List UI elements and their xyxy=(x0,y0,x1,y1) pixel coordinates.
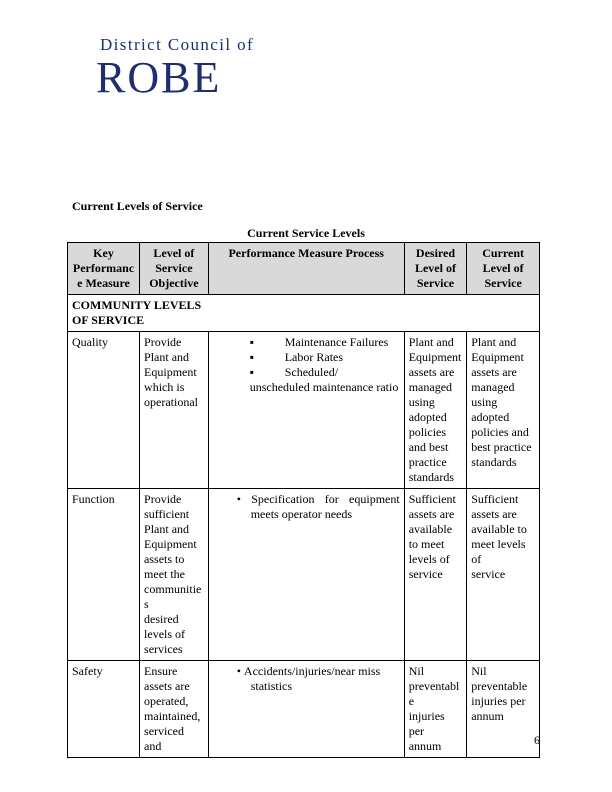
text-line: desired xyxy=(144,612,179,626)
text-line: Sufficient xyxy=(408,492,456,506)
text-line: policies xyxy=(408,425,447,439)
bullet-item xyxy=(213,664,400,694)
text-line: OF SERVICE xyxy=(72,313,145,327)
process-cell xyxy=(208,661,404,758)
bullet-icon: ▪ xyxy=(249,335,254,349)
table-row xyxy=(68,332,540,489)
text-line: Objective xyxy=(149,276,199,290)
text-line: Level of xyxy=(414,261,456,275)
table-row xyxy=(68,661,540,758)
text-line: managed xyxy=(471,380,515,394)
bullet-text: Maintenance Failures xyxy=(284,335,389,349)
bullet-icon: ▪ xyxy=(249,365,254,379)
text-line: annum xyxy=(471,709,504,723)
kpm-cell: Function xyxy=(68,489,140,661)
text-line: assets are xyxy=(144,679,190,693)
objective-cell xyxy=(140,489,209,661)
desired-cell xyxy=(404,332,467,489)
text-line: Level of xyxy=(153,246,195,260)
text-line: assets are xyxy=(408,507,455,521)
text-line: Service xyxy=(416,276,455,290)
text-line: assets to xyxy=(144,552,185,566)
bullet-icon: • xyxy=(236,664,244,678)
column-header xyxy=(208,243,404,295)
text-line: injuries per xyxy=(408,709,445,738)
text-line: policies and xyxy=(471,425,529,439)
process-cell xyxy=(208,332,404,489)
text-line: available xyxy=(408,522,453,536)
text-line: Performanc xyxy=(72,261,135,275)
text-line: standards xyxy=(408,470,455,484)
text-line: operational xyxy=(144,395,199,409)
text-line: Equipment xyxy=(408,350,462,364)
text-line: levels of xyxy=(408,552,450,566)
text-line: Plant and xyxy=(144,522,190,536)
column-header xyxy=(404,243,467,295)
table-header-row xyxy=(68,243,540,295)
current-cell xyxy=(467,661,540,758)
objective-cell xyxy=(140,332,209,489)
bullet-text: Specification for equipment meets operator needs xyxy=(250,492,400,521)
text-line: preventabl xyxy=(408,679,460,693)
text-line: Key xyxy=(93,246,114,260)
bullet-icon: ▪ xyxy=(249,350,254,364)
kpm-cell: Quality xyxy=(68,332,140,489)
text-line: Equipment xyxy=(144,365,197,379)
district-council-of-robe-logo xyxy=(96,36,358,100)
text-line: Performance Measure Process xyxy=(228,246,384,260)
text-line: adopted xyxy=(408,410,447,424)
text-line: Nil xyxy=(471,664,487,678)
process-cell xyxy=(208,489,404,661)
section-row xyxy=(68,295,540,332)
bullet-text: Scheduled/ xyxy=(284,365,339,379)
text-line: e xyxy=(408,694,415,708)
bullet-icon: • xyxy=(236,492,252,506)
logo-top-text: District Council of xyxy=(100,35,255,54)
bullet-text: Labor Rates xyxy=(284,350,344,364)
kpm-cell: Safety xyxy=(68,661,140,758)
text-line: levels of xyxy=(144,627,186,641)
text-line: Equipment xyxy=(471,350,524,364)
text-line: Ensure xyxy=(144,664,178,678)
text-line: Provide xyxy=(144,492,182,506)
bullet-item xyxy=(213,492,400,522)
bullet-item xyxy=(213,365,400,380)
text-line: Plant and xyxy=(471,335,517,349)
text-line: Equipment xyxy=(144,537,197,551)
text-line: sufficient xyxy=(144,507,190,521)
table-row xyxy=(68,489,540,661)
text-line: standards xyxy=(471,455,517,469)
text-line: communitie xyxy=(144,582,202,596)
text-line: Current xyxy=(482,246,524,260)
text-line: Service xyxy=(484,276,522,290)
text-line: COMMUNITY LEVELS xyxy=(72,298,202,312)
page-number: 6 xyxy=(534,733,540,747)
desired-cell xyxy=(404,489,467,661)
text-line: e Measure xyxy=(77,276,130,290)
text-line: service xyxy=(408,567,443,581)
text-line: Sufficient xyxy=(471,492,519,506)
text-line: Plant and xyxy=(144,350,190,364)
text-line: best practice xyxy=(471,440,532,454)
bullet-item xyxy=(213,350,400,365)
current-cell xyxy=(467,489,540,661)
text-line: and best xyxy=(408,440,449,454)
current-cell xyxy=(467,332,540,489)
section-heading: Current Levels of Service xyxy=(72,199,203,213)
objective-cell xyxy=(140,661,209,758)
bullet-text: Accidents/injuries/near miss statistics xyxy=(243,664,381,693)
text-line: maintained, xyxy=(144,709,201,723)
desired-cell xyxy=(404,661,467,758)
text-line: Desired xyxy=(415,246,456,260)
bullet-item xyxy=(213,335,400,350)
text-line: meet levels of xyxy=(471,537,526,566)
text-line: managed xyxy=(408,380,453,394)
text-line: injuries per xyxy=(471,694,526,708)
text-line: operated, xyxy=(144,694,189,708)
text-line: Nil xyxy=(408,664,425,678)
text-line: using xyxy=(408,395,435,409)
text-line: assets are xyxy=(408,365,455,379)
text-line: using xyxy=(471,395,498,409)
text-line: serviced and xyxy=(144,724,185,753)
column-header xyxy=(68,243,140,295)
text-line: adopted xyxy=(471,410,510,424)
column-header xyxy=(467,243,540,295)
logo-big-text: ROBE xyxy=(96,53,222,102)
text-line: Plant and xyxy=(408,335,454,349)
text-line: s xyxy=(144,597,149,611)
column-header xyxy=(140,243,209,295)
section-label xyxy=(68,295,540,332)
table-caption: Current Service Levels xyxy=(247,226,365,240)
text-line: practice xyxy=(408,455,447,469)
text-line: service xyxy=(471,567,506,581)
text-line: Provide xyxy=(144,335,182,349)
bullet-continuation: unscheduled maintenance ratio xyxy=(249,380,399,394)
text-line: assets are xyxy=(471,365,517,379)
text-line: Service xyxy=(155,261,193,275)
text-line: which is xyxy=(144,380,185,394)
text-line: Level of xyxy=(482,261,524,275)
text-line: meet the xyxy=(144,567,186,581)
text-line: annum xyxy=(408,739,442,753)
service-levels-table xyxy=(67,242,540,758)
text-line: preventable xyxy=(471,679,528,693)
text-line: available to xyxy=(471,522,527,536)
text-line: assets are xyxy=(471,507,517,521)
text-line: to meet xyxy=(408,537,445,551)
text-line: services xyxy=(144,642,183,656)
